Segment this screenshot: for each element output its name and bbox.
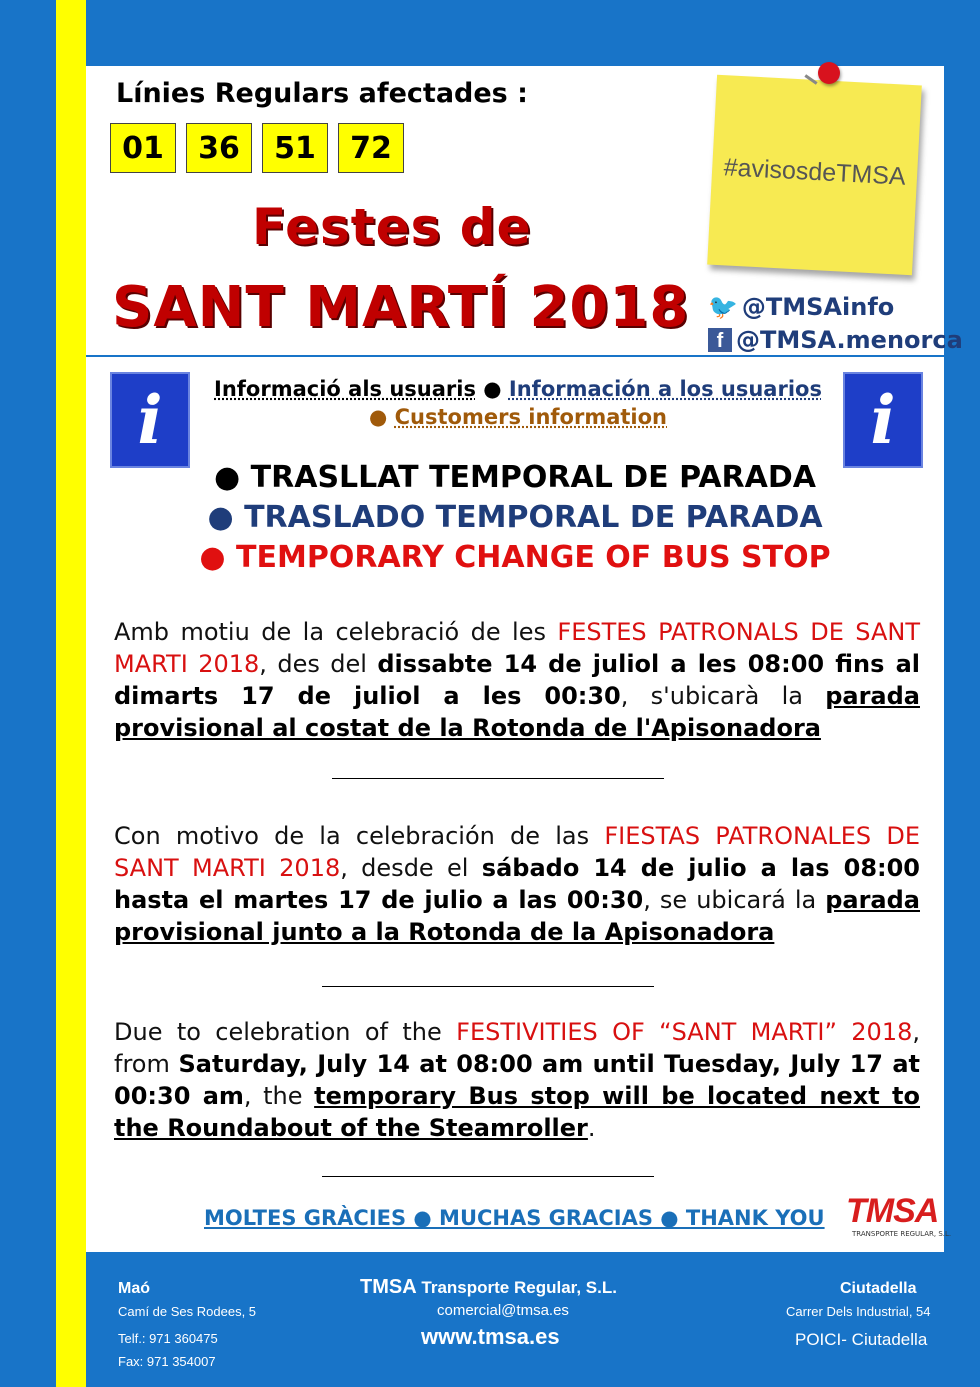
text: Amb motiu de la celebració de les [114,618,558,646]
separator [332,778,664,779]
event-name: FIESTAS PATRONALES DE SANT MARTI 2018 [114,822,920,882]
footer-right-city: Ciutadella [840,1280,917,1297]
sticky-note-text: #avisosdeTMSA [723,153,907,191]
separator [322,1176,654,1177]
bullet: ● [199,540,226,575]
affected-lines [110,123,404,173]
date-range: Saturday, July 14 at 08:00 am until Tuesday, July 17 at 00:30 am [114,1050,920,1110]
bullet: ● [483,377,502,401]
divider [86,355,944,357]
headline-ca [86,460,944,495]
text: , desde el [340,854,482,882]
text: , se ubicará la [643,886,826,914]
bullet: ● [369,405,388,429]
line-badge: 01 [110,123,176,173]
date-range: sábado 14 de julio a las 08:00 hasta el martes 17 de julio a las 00:30 [114,854,921,914]
pushpin-icon [818,62,840,84]
separator [322,986,654,987]
headline-en-text: TEMPORARY CHANGE OF BUS STOP [236,540,831,575]
info-icon: i [110,372,190,468]
text: Due to celebration of the [114,1018,457,1046]
footer-left-city: Maó [118,1280,150,1297]
stop-location: parada provisional junto a la Rotonda de la Apisonadora [114,886,920,946]
info-heading-en [200,405,836,429]
event-name: FESTIVITIES OF “SANT MARTI” 2018 [456,1018,913,1046]
bullet: ● [207,500,234,535]
info-heading [200,377,836,401]
thanks-link[interactable]: MOLTES GRÀCIES ● MUCHAS GRACIAS ● THANK YOU [204,1206,825,1230]
event-name: FESTES PATRONALS DE SANT MARTI 2018 [114,618,920,678]
line-badge: 72 [338,123,404,173]
tmsa-logo-subtitle: TRANSPORTE REGULAR, S.L. [852,1230,952,1238]
headline-es [86,500,944,535]
headline-ca-text: TRASLLAT TEMPORAL DE PARADA [250,460,816,495]
paragraph-es [114,820,920,948]
footer-left-address: Camí de Ses Rodees, 5 [118,1304,257,1319]
footer-website-link[interactable]: www.tmsa.es [421,1324,560,1349]
footer-left-phone: Telf.: 971 360475 [118,1331,218,1346]
text: , s'ubicarà la [620,682,826,710]
twitter-handle-text: @TMSAinfo [741,293,895,321]
footer-left-fax: Fax: 971 354007 [118,1354,216,1369]
line-badge: 51 [262,123,328,173]
info-en: Customers information [394,405,667,429]
facebook-icon: f [708,328,732,352]
facebook-handle-text: @TMSA.menorca [736,326,963,354]
text: . [587,1114,596,1142]
title-line-1: Festes de [252,198,532,256]
footer-right-address: Carrer Dels Industrial, 54 [786,1304,931,1319]
yellow-stripe [56,0,86,1387]
sticky-note [707,75,922,275]
text: , from [114,1018,921,1078]
company-rest: Transporte Regular, S.L. [416,1278,617,1297]
company-name: TMSA [360,1276,417,1298]
info-es: Información a los usuarios [508,377,822,401]
stop-location: parada provisional al costat de la Rotonda de l'Apisonadora [114,682,920,742]
stop-location: temporary Bus stop will be located next to the Roundabout of the Steamroller [114,1082,921,1142]
facebook-handle[interactable] [708,326,963,354]
text: , des del [259,650,378,678]
paragraph-ca [114,616,920,744]
info-icon: i [843,372,923,468]
info-ca: Informació als usuaris [214,377,476,401]
footer-company [360,1276,617,1299]
affected-lines-title: Línies Regulars afectades : [116,78,528,109]
line-badge: 36 [186,123,252,173]
twitter-handle[interactable] [708,293,894,321]
title-line-2: SANT MARTÍ 2018 [112,275,690,340]
footer-right-poici: POICI- Ciutadella [795,1330,928,1349]
date-range: dissabte 14 de juliol a les 08:00 fins al dimarts 17 de juliol a les 00:30 [114,650,920,710]
paragraph-en [114,1016,920,1144]
bullet: ● [214,460,241,495]
text: , the [243,1082,315,1110]
text: Con motivo de la celebración de las [114,822,605,850]
headline-es-text: TRASLADO TEMPORAL DE PARADA [244,500,823,535]
tmsa-logo: TMSA [846,1192,939,1230]
headline-en [86,540,944,575]
footer-email-link[interactable]: comercial@tmsa.es [437,1302,569,1319]
twitter-bird-icon: 🐦 [708,293,738,321]
